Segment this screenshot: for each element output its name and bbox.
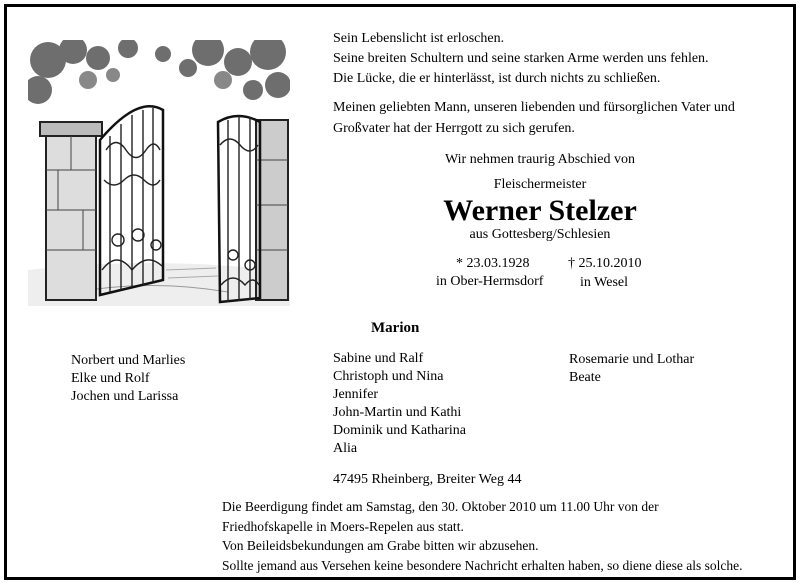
family-left-column [71,352,185,406]
family-middle-column [333,350,466,458]
intro-line: Seine breiten Schultern und seine starken Arme werden uns fehlen. [333,51,709,66]
list-item: Jennifer [333,387,379,402]
list-item: Dominik und Katharina [333,423,466,438]
intro-line: Sein Lebenslicht ist erloschen. [333,31,505,46]
intro-line: Die Lücke, die er hinterlässt, ist durch nichts zu schließen. [333,71,661,86]
list-item: Rosemarie und Lothar [569,352,695,367]
garden-gate-illustration [28,40,290,306]
list-item: Norbert und Marlies [71,353,186,368]
widow-name: Marion [371,320,420,336]
family-right-column [569,351,694,387]
footer-line: Sollte jemand aus Versehen keine besondere Nachricht erhalten haben, so diene diese als solche. [222,557,743,573]
list-item: Alia [333,441,358,456]
footer-line: Die Beerdigung findet am Samstag, den 30. Oktober 2010 um 11.00 Uhr von der [222,499,659,514]
message-line: Meinen geliebten Mann, unseren liebenden und fürsorglichen Vater und [333,100,735,115]
funeral-info [222,497,742,575]
list-item: Elke und Rolf [71,371,150,386]
farewell-line: Wir nehmen traurig Abschied von [445,152,635,167]
message-line: Großvater hat der Herrgott zu sich gerufen. [333,121,575,136]
intro-verse [333,29,709,89]
death-date: † 25.10.2010 [568,256,642,271]
list-item: Jochen und Larissa [71,389,179,404]
footer-line: Von Beileidsbekundungen am Grabe bitten wir abzusehen. [222,538,539,553]
message-paragraph [333,97,735,139]
profession: Fleischermeister [493,177,587,192]
list-item: Christoph und Nina [333,369,444,384]
list-item: Sabine und Ralf [333,351,424,366]
birth-date: * 23.03.1928 [456,256,530,271]
origin: aus Gottesberg/Schlesien [469,227,611,242]
address: 47495 Rheinberg, Breiter Weg 44 [333,472,522,487]
footer-line: Friedhofskapelle in Moers-Repelen aus statt. [222,518,464,534]
deceased-name: Werner Stelzer [443,194,637,227]
list-item: John-Martin und Kathi [333,405,462,420]
birth-place: in Ober-Hermsdorf [436,274,544,289]
list-item: Beate [569,370,601,385]
death-place: in Wesel [580,275,628,290]
